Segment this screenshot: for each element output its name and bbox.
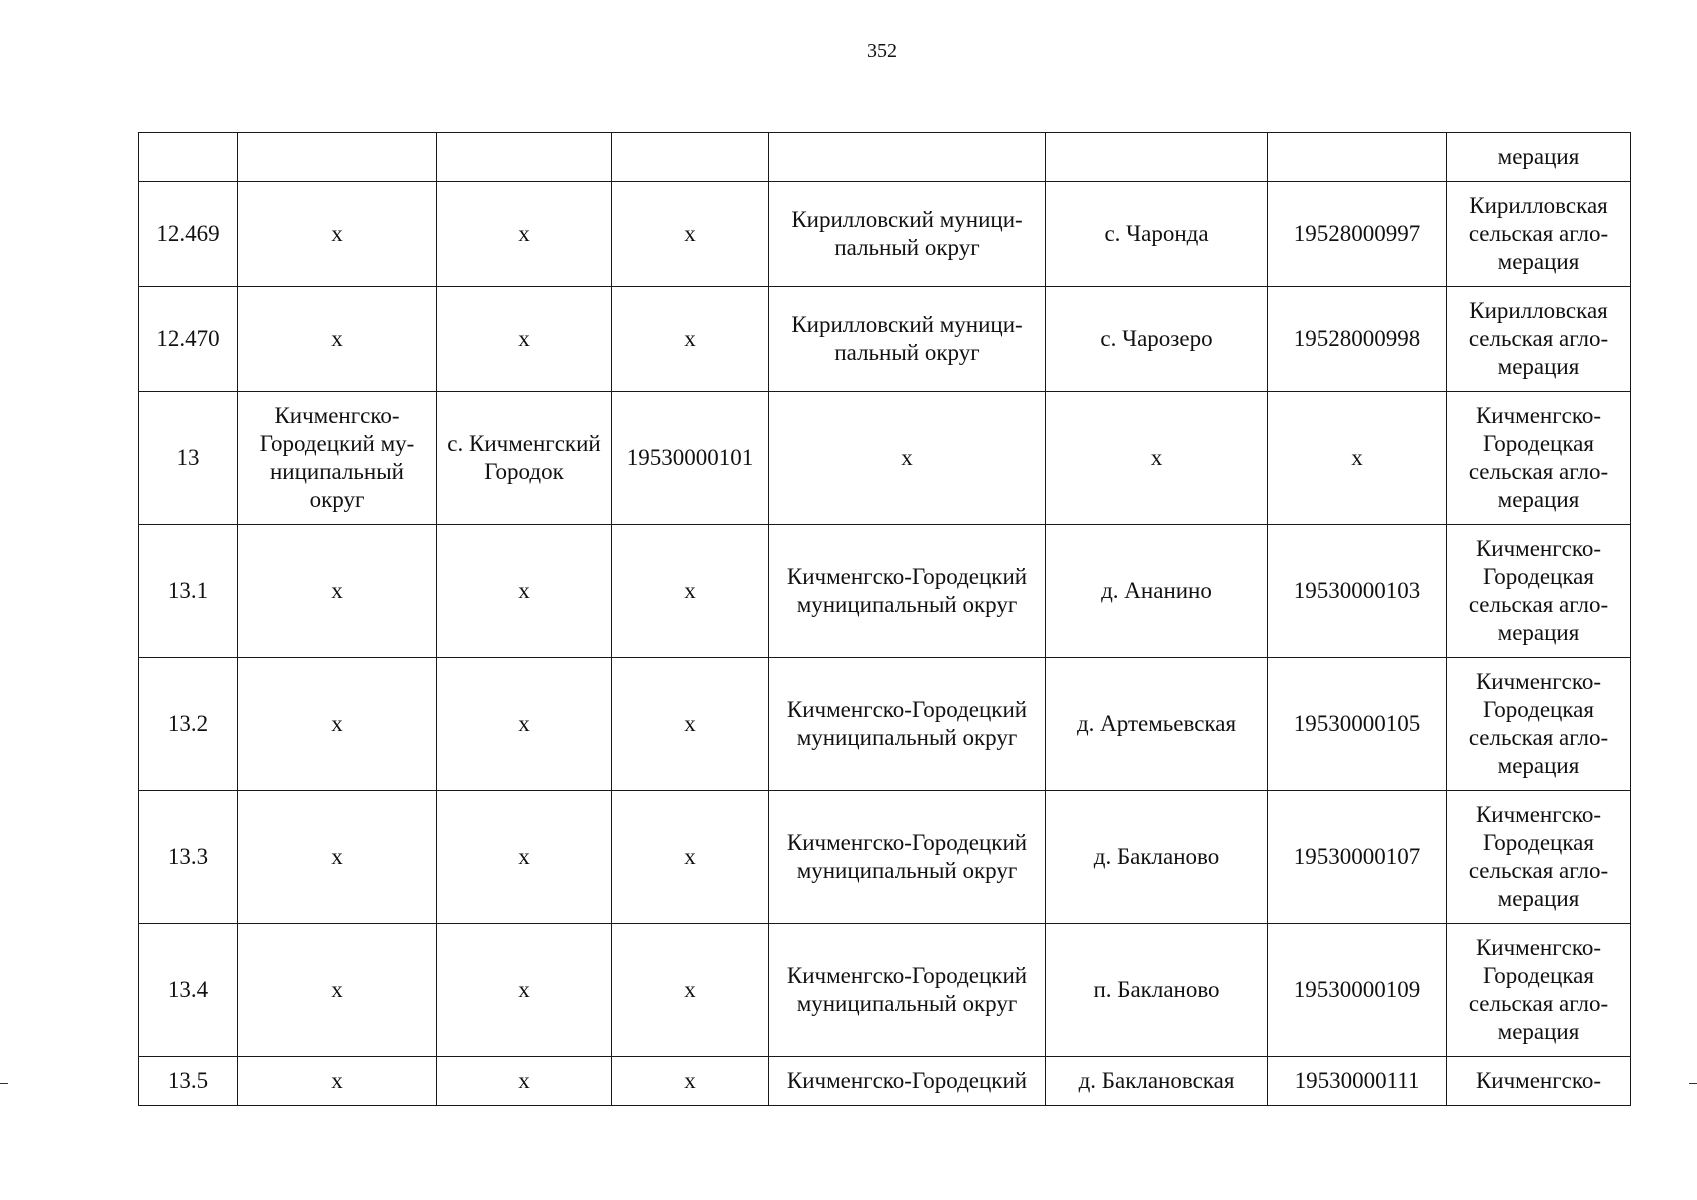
cell-municipality: х	[769, 392, 1046, 525]
cell-municipality: Кичменгско-Городецкий муниципальный округ	[769, 658, 1046, 791]
cell-municipality	[769, 133, 1046, 182]
cell-admin-center	[437, 133, 612, 182]
cell-oktmo-code: х	[612, 791, 769, 924]
cell-settlement: с. Чарозеро	[1046, 287, 1268, 392]
table-row	[139, 791, 1631, 924]
cell-admin-center: с. Кичменгский Городок	[437, 392, 612, 525]
cell-oktmo-code: 19530000101	[612, 392, 769, 525]
cell-row-number: 13.1	[139, 525, 238, 658]
cell-settlement-code: х	[1268, 392, 1447, 525]
cell-municipality: Кичменгско-Городецкий муниципальный округ	[769, 924, 1046, 1057]
cell-settlement-code: 19530000107	[1268, 791, 1447, 924]
cell-oktmo-code: х	[612, 1057, 769, 1106]
cell-settlement	[1046, 133, 1268, 182]
cell-agglomeration: Кичменгско- Городецкая сельская агло- мерация	[1447, 791, 1631, 924]
right-margin-mark	[1689, 1083, 1697, 1084]
cell-settlement: д. Артемьевская	[1046, 658, 1268, 791]
cell-settlement-code: 19530000109	[1268, 924, 1447, 1057]
cell-municipal-unit: х	[238, 924, 437, 1057]
cell-agglomeration: Кичменгско- Городецкая сельская агло- мерация	[1447, 658, 1631, 791]
cell-municipal-unit: х	[238, 182, 437, 287]
cell-oktmo-code: х	[612, 525, 769, 658]
cell-oktmo-code: х	[612, 658, 769, 791]
cell-row-number: 13.5	[139, 1057, 238, 1106]
cell-agglomeration: Кичменгско- Городецкая сельская агло- мерация	[1447, 392, 1631, 525]
cell-settlement: д. Бакланово	[1046, 791, 1268, 924]
cell-municipal-unit	[238, 133, 437, 182]
cell-oktmo-code: х	[612, 182, 769, 287]
table-row	[139, 658, 1631, 791]
table-row	[139, 1057, 1631, 1106]
table-body	[139, 133, 1631, 1106]
cell-oktmo-code	[612, 133, 769, 182]
cell-row-number: 13.3	[139, 791, 238, 924]
cell-municipal-unit: х	[238, 791, 437, 924]
cell-row-number: 13	[139, 392, 238, 525]
table-row	[139, 287, 1631, 392]
cell-agglomeration: Кичменгско- Городецкая сельская агло- мерация	[1447, 525, 1631, 658]
table-row	[139, 392, 1631, 525]
cell-settlement: х	[1046, 392, 1268, 525]
cell-municipality: Кирилловский муници- пальный округ	[769, 287, 1046, 392]
cell-row-number: 12.470	[139, 287, 238, 392]
table-row	[139, 133, 1631, 182]
cell-row-number	[139, 133, 238, 182]
cell-municipality: Кичменгско-Городецкий муниципальный округ	[769, 525, 1046, 658]
cell-settlement: с. Чаронда	[1046, 182, 1268, 287]
cell-oktmo-code: х	[612, 287, 769, 392]
cell-municipal-unit: х	[238, 658, 437, 791]
cell-admin-center: х	[437, 182, 612, 287]
cell-settlement: д. Ананино	[1046, 525, 1268, 658]
cell-admin-center: х	[437, 658, 612, 791]
data-table	[138, 132, 1631, 1106]
cell-municipal-unit: х	[238, 1057, 437, 1106]
cell-agglomeration: Кирилловская сельская агло- мерация	[1447, 287, 1631, 392]
cell-row-number: 12.469	[139, 182, 238, 287]
cell-agglomeration: Кирилловская сельская агло- мерация	[1447, 182, 1631, 287]
cell-agglomeration: Кичменгско-	[1447, 1057, 1631, 1106]
cell-agglomeration: мерация	[1447, 133, 1631, 182]
page-number: 352	[867, 40, 897, 62]
table-row	[139, 182, 1631, 287]
cell-municipality: Кичменгско-Городецкий муниципальный округ	[769, 791, 1046, 924]
cell-municipal-unit: Кичменгско- Городецкий му- ниципальный округ	[238, 392, 437, 525]
cell-settlement-code: 19530000103	[1268, 525, 1447, 658]
cell-admin-center: х	[437, 791, 612, 924]
cell-row-number: 13.2	[139, 658, 238, 791]
cell-settlement-code: 19528000997	[1268, 182, 1447, 287]
cell-settlement-code	[1268, 133, 1447, 182]
cell-oktmo-code: х	[612, 924, 769, 1057]
cell-settlement-code: 19528000998	[1268, 287, 1447, 392]
left-margin-mark	[0, 1083, 8, 1084]
cell-settlement: п. Бакланово	[1046, 924, 1268, 1057]
cell-admin-center: х	[437, 1057, 612, 1106]
cell-row-number: 13.4	[139, 924, 238, 1057]
cell-settlement-code: 19530000105	[1268, 658, 1447, 791]
table-row	[139, 525, 1631, 658]
cell-municipal-unit: х	[238, 287, 437, 392]
cell-municipality: Кичменгско-Городецкий	[769, 1057, 1046, 1106]
cell-agglomeration: Кичменгско- Городецкая сельская агло- мерация	[1447, 924, 1631, 1057]
table-row	[139, 924, 1631, 1057]
cell-admin-center: х	[437, 525, 612, 658]
cell-municipality: Кирилловский муници- пальный округ	[769, 182, 1046, 287]
cell-admin-center: х	[437, 924, 612, 1057]
cell-settlement: д. Баклановская	[1046, 1057, 1268, 1106]
cell-municipal-unit: х	[238, 525, 437, 658]
cell-admin-center: х	[437, 287, 612, 392]
cell-settlement-code: 19530000111	[1268, 1057, 1447, 1106]
